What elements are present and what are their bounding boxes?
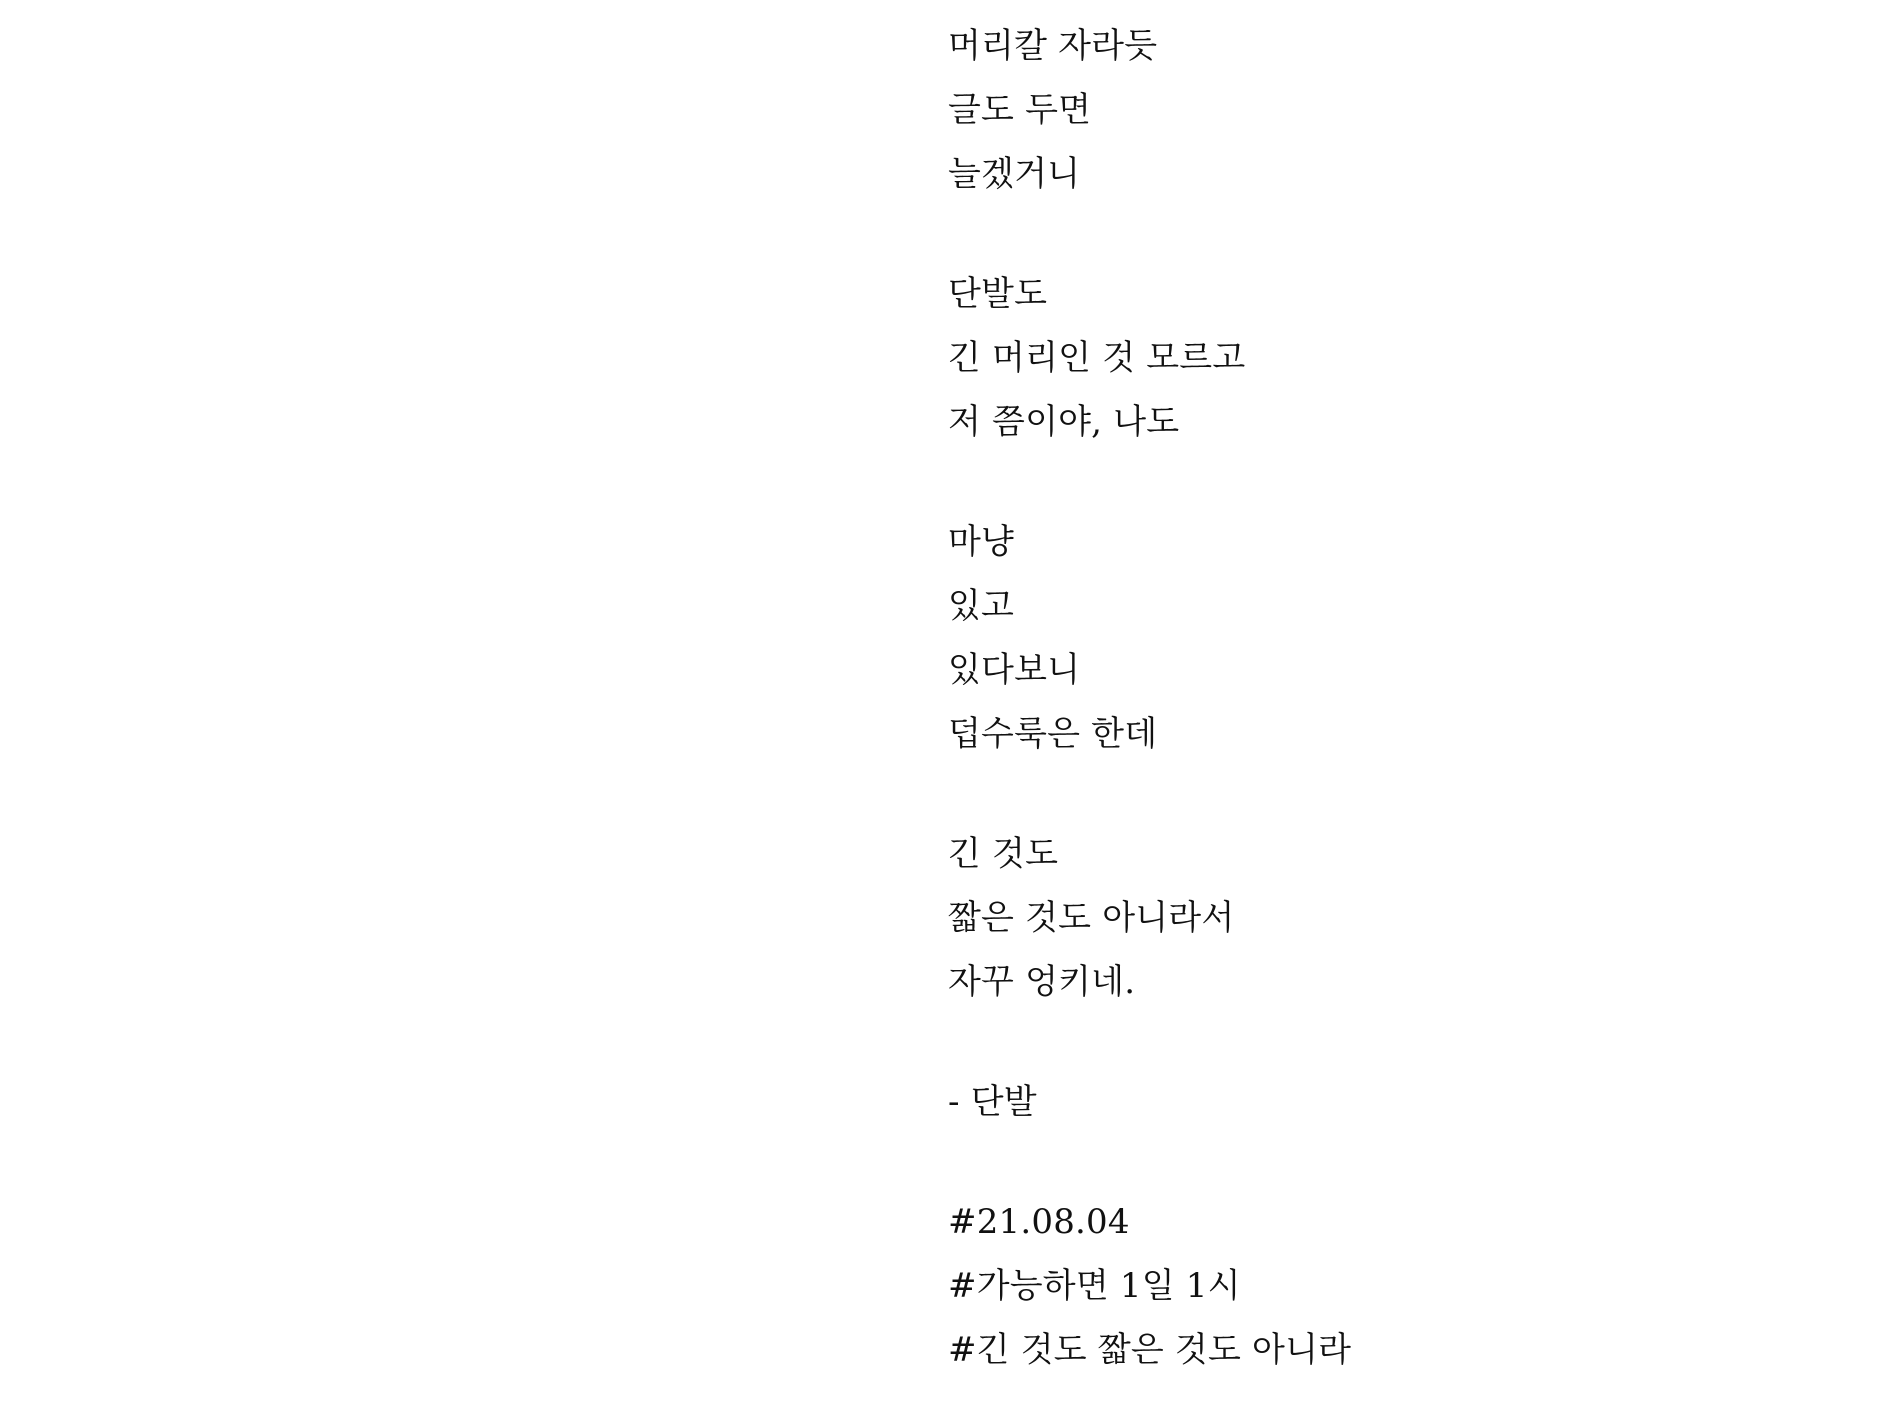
hashtag-line: #긴 것도 짧은 것도 아니라 bbox=[948, 1330, 1352, 1370]
poem-line: 있고 bbox=[948, 586, 1015, 626]
hashtag-line: #21.08.04 bbox=[948, 1202, 1130, 1242]
poem-line: 긴 것도 bbox=[948, 834, 1059, 874]
poem-line: 마냥 bbox=[948, 522, 1015, 562]
poem-line: 단발도 bbox=[948, 274, 1048, 314]
poem-line: 긴 머리인 것 모르고 bbox=[948, 338, 1246, 378]
poem-stanza bbox=[948, 14, 1768, 206]
poem-line: 짧은 것도 아니라서 bbox=[948, 898, 1235, 938]
poem-body bbox=[948, 14, 1768, 1382]
poem-title-line: - 단발 bbox=[948, 1082, 1037, 1122]
poem-line: 덥수룩은 한데 bbox=[948, 714, 1158, 754]
poem-signature bbox=[948, 1070, 1768, 1134]
poem-line: 있다보니 bbox=[948, 650, 1081, 690]
poem-stanza bbox=[948, 262, 1768, 454]
poem-hashtags bbox=[948, 1190, 1768, 1382]
poem-stanza bbox=[948, 510, 1768, 766]
poem-line: 저 쯤이야, 나도 bbox=[948, 402, 1180, 442]
poem-line: 머리칼 자라듯 bbox=[948, 26, 1158, 66]
poem-line: 늘겠거니 bbox=[948, 154, 1081, 194]
hashtag-line: #가능하면 1일 1시 bbox=[948, 1266, 1241, 1306]
poem-line: 글도 두면 bbox=[948, 90, 1092, 130]
poem-stanza bbox=[948, 822, 1768, 1014]
poem-line: 자꾸 엉키네. bbox=[948, 962, 1136, 1002]
